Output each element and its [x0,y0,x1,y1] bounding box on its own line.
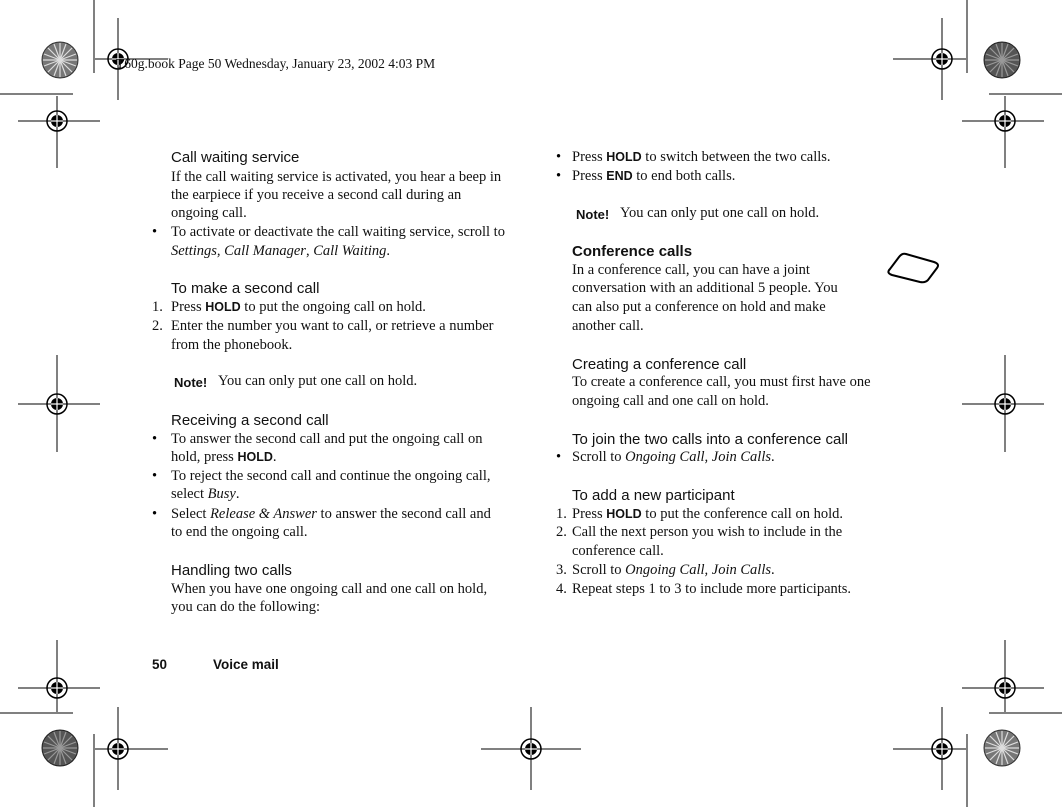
paragraph-line: another call. [572,318,644,334]
note-label: Note! [576,207,610,222]
bullet-text: to end the ongoing call. [171,524,308,540]
step-number: 1. [152,299,163,315]
step-text: Enter the number you want to call, or retrieve a number [171,318,494,334]
paragraph-line: When you have one ongoing call and one call on hold, [171,581,488,597]
key-label: HOLD [606,507,642,521]
bullet-text [572,168,735,185]
paragraph-line: you can do the following: [171,599,321,615]
bullet: • [556,168,562,184]
key-label: END [606,169,633,183]
second-call-heading: To make a second call [171,280,320,297]
paragraph-line: To create a conference call, you must first have one [572,374,871,390]
text-run: to switch between the two calls. [641,149,831,165]
menu-path: Call Waiting [313,243,387,259]
bullet: • [556,149,562,165]
bullet-text: To reject the second call and continue the ongoing call, [171,468,491,484]
add-participant-heading: To add a new participant [572,487,735,504]
text-run: to put the ongoing call on hold. [240,299,426,315]
section-title: Voice mail [213,657,279,672]
key-label: HOLD [606,150,642,164]
create-conference-heading: Creating a conference call [572,356,747,373]
text-run: Press [572,149,607,165]
bullet: • [152,468,158,484]
menu-path: Ongoing Call, Join Calls [625,562,771,578]
paragraph-line: ongoing call. [171,205,247,221]
step-number: 4. [556,581,567,597]
text-run: . [771,562,775,578]
paragraph-line: conversation with an additional 5 people. You [572,280,838,296]
step-text: Repeat steps 1 to 3 to include more participants. [572,581,852,597]
menu-path: Busy [207,486,236,502]
step-text: from the phonebook. [171,337,293,353]
paragraph-line: In a conference call, you can have a joint [572,262,810,278]
bullet-text: To answer the second call and put the ongoing call on [171,431,483,447]
paragraph-line: If the call waiting service is activated, you hear a beep in [171,169,502,185]
call-waiting-heading: Call waiting service [171,149,300,166]
tab-card-icon [888,254,938,282]
note-text: You can only put one call on hold. [620,205,820,221]
receiving-heading: Receiving a second call [171,412,329,429]
text-run: Scroll to [572,449,626,465]
paragraph-line: the earpiece if you receive a second call during an [171,187,462,203]
conference-heading: Conference calls [572,243,693,260]
text-run: Press [572,506,607,522]
text-run: select [171,486,208,502]
step-number: 1. [556,506,567,522]
bullet-text [171,449,277,466]
paragraph-line: can also put a conference on hold and make [572,299,826,315]
key-label: HOLD [205,300,241,314]
text-run: to answer the second call and [316,506,491,522]
step-number: 3. [556,562,567,578]
paragraph-line: ongoing call and one call on hold. [572,393,769,409]
bullet: • [556,449,562,465]
key-label: HOLD [237,450,273,464]
step-number: 2. [556,524,567,540]
menu-path: Ongoing Call, Join Calls [625,449,771,465]
note-label: Note! [174,375,208,390]
text-run: Scroll to [572,562,626,578]
period: . [386,243,390,259]
handling-heading: Handling two calls [171,562,292,579]
bullet-text [171,506,491,523]
step-text: conference call. [572,543,664,559]
menu-path: Release & Answer [210,506,317,522]
step-text [572,562,775,579]
bullet-text [572,449,775,466]
bullet: • [152,224,158,240]
print-header: T60g.book Page 50 Wednesday, January 23, 2002 4:03 PM [116,56,436,71]
menu-path: Settings, Call Manager [171,243,306,259]
text-run: to end both calls. [632,168,736,184]
text-run: . [272,449,277,465]
note-text: You can only put one call on hold. [218,373,418,389]
bullet-text [572,149,831,166]
text-run: . [771,449,775,465]
text-run: Press [171,299,206,315]
separator: , [305,243,314,259]
step-text [171,299,426,316]
text-run: hold, press [171,449,238,465]
text-run: Press [572,168,607,184]
bullet: • [152,431,158,447]
text-run: . [235,486,240,502]
bullet-text [171,486,239,503]
bullet-text: To activate or deactivate the call waiting service, scroll to [171,224,505,240]
text-run: Select [171,506,211,522]
page-number: 50 [152,657,168,672]
bullet: • [152,506,158,522]
join-heading: To join the two calls into a conference call [572,431,848,448]
step-number: 2. [152,318,163,334]
step-text [572,506,843,523]
text-run: to put the conference call on hold. [641,506,843,522]
step-text: Call the next person you wish to include in the [572,524,843,540]
bullet-text [171,243,390,260]
